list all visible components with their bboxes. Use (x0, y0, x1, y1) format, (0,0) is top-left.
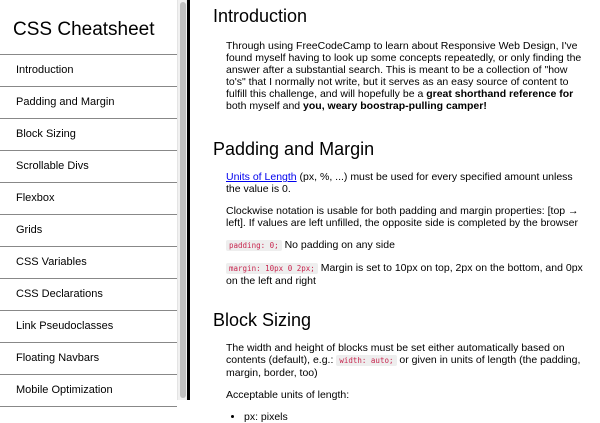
sidebar-title: CSS Cheatsheet (13, 19, 155, 40)
sidebar-scroll-thumb[interactable] (180, 2, 186, 398)
intro-bold-camper: you, weary boostrap-pulling camper! (303, 100, 487, 112)
margin-code: margin: 10px 0 2px; (226, 263, 318, 274)
block-sizing-text: The width and height of blocks must be set either automatically based on contents (default), e.g.: (226, 342, 565, 366)
units-list (226, 411, 586, 423)
intro-bold-reference: great shorthand reference for (426, 88, 574, 100)
sidebar-item-mobile-optimization[interactable]: Mobile Optimization (0, 375, 177, 407)
section-block-sizing (213, 297, 586, 423)
section-padding-and-margin (213, 122, 586, 287)
nav-list (0, 54, 177, 407)
intro-text: Through using FreeCodeCamp to learn about Responsive Web Design, I've found myself having to look up some concepts repeatedly, or only finding the answer after a substantial search. This is meant to be a collection of "how to's" that I normally not write, but it serves as an easy source of content to fulfill this challenge, and will hopefully be a (226, 40, 582, 100)
intro-paragraph (226, 40, 586, 112)
sidebar-item-css-declarations[interactable]: CSS Declarations (0, 279, 177, 311)
intro-text-mid: both myself and (226, 100, 304, 112)
sidebar-item-scrollable-divs[interactable]: Scrollable Divs (0, 151, 177, 183)
padding-code-desc: No padding on any side (281, 239, 395, 251)
padding-code: padding: 0; (226, 240, 282, 251)
units-intro: Acceptable units of length: (226, 389, 350, 401)
section-heading-introduction: Introduction (213, 6, 308, 26)
sidebar-item-introduction[interactable]: Introduction (0, 55, 177, 87)
margin-example (226, 262, 586, 287)
sidebar-item-floating-navbars[interactable]: Floating Navbars (0, 343, 177, 375)
list-item: • px: pixels (244, 411, 586, 423)
sidebar (0, 0, 177, 400)
padding-units-text: (px, %, ...) must be used for every specified amount unless the value is 0. (226, 171, 573, 195)
sidebar-item-block-sizing[interactable]: Block Sizing (0, 119, 177, 151)
block-sizing-text-end: or given in units of length (the padding, margin, border, too) (226, 354, 581, 379)
margin-code-desc: Margin is set to 10px on top, 2px on the bottom, and 0px on the left and right (226, 262, 583, 287)
main-content (190, 0, 600, 423)
section-heading-block-sizing: Block Sizing (213, 310, 312, 330)
units-of-length-link[interactable]: Units of Length (226, 171, 297, 183)
width-auto-code: width: auto; (336, 355, 396, 366)
sidebar-item-padding-and-margin[interactable]: Padding and Margin (0, 87, 177, 119)
sidebar-item-link-pseudoclasses[interactable]: Link Pseudoclasses (0, 311, 177, 343)
sidebar-item-css-variables[interactable]: CSS Variables (0, 247, 177, 279)
sidebar-item-grids[interactable]: Grids (0, 215, 177, 247)
section-heading-padding-and-margin: Padding and Margin (213, 139, 375, 159)
block-sizing-paragraph (226, 342, 586, 379)
section-introduction (213, 0, 586, 112)
sidebar-item-flexbox[interactable]: Flexbox (0, 183, 177, 215)
clockwise-paragraph: Clockwise notation is usable for both padding and margin properties: [top → left]. If values are left unfilled, the opposite side is completed by the browser (226, 205, 579, 229)
padding-example (226, 239, 586, 252)
padding-units-paragraph (226, 171, 586, 195)
sidebar-scrollbar[interactable] (177, 0, 187, 400)
